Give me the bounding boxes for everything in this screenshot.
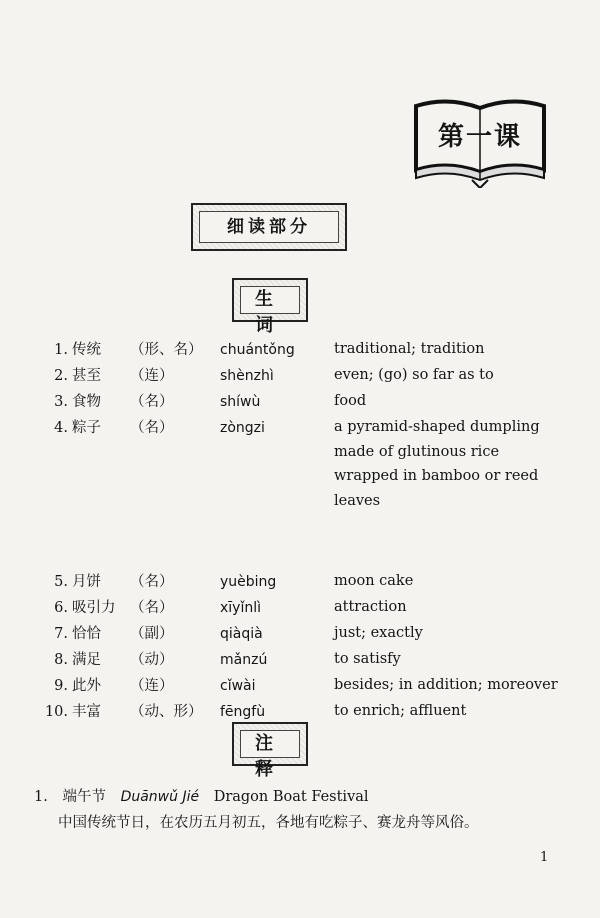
vocab-pos: （名） (130, 394, 174, 410)
vocab-pos: （连） (130, 368, 174, 384)
vocab-pinyin: xīyǐnlì (220, 600, 262, 616)
vocab-row (32, 415, 562, 569)
vocab-num: 10. (44, 704, 68, 720)
note-term: 端午节 (62, 789, 106, 805)
note-english: Dragon Boat Festival (213, 789, 369, 805)
notes-banner (232, 722, 308, 780)
vocab-row (32, 647, 562, 673)
vocab-pos: （动、形） (130, 704, 203, 720)
vocab-english: to enrich; affluent (334, 703, 467, 719)
vocab-pos: （连） (130, 678, 174, 694)
vocab-num: 4. (54, 420, 68, 436)
vocab-num: 2. (54, 368, 68, 384)
vocab-word: 月饼 (72, 574, 101, 590)
vocab-num: 1. (54, 342, 68, 358)
vocab-word: 吸引力 (72, 600, 116, 616)
section-title: 细读部分 (199, 211, 339, 243)
vocab-banner (232, 278, 308, 336)
vocab-pos: （名） (130, 600, 174, 616)
vocab-english: to satisfy (334, 651, 401, 667)
vocab-num: 9. (54, 678, 68, 694)
vocab-pinyin: qiàqià (220, 626, 263, 642)
vocab-pos: （名） (130, 574, 174, 590)
vocab-word: 食物 (72, 394, 101, 410)
vocab-english: moon cake (334, 573, 414, 589)
vocab-pos: （副） (130, 626, 174, 642)
vocab-word: 满足 (72, 652, 101, 668)
lesson-badge (412, 96, 548, 188)
page-number: 1 (540, 850, 549, 865)
vocab-pos: （动） (130, 652, 174, 668)
vocab-row (32, 569, 562, 595)
note-explanation: 中国传统节日，在农历五月初五，各地有吃粽子、赛龙舟等风俗。 (58, 815, 479, 831)
notes-title: 注 释 (240, 730, 300, 758)
vocab-word: 粽子 (72, 420, 101, 436)
vocab-pos: （形、名） (130, 342, 203, 358)
vocab-pinyin: zòngzi (220, 420, 265, 436)
vocab-pinyin: shènzhì (220, 368, 274, 384)
vocab-num: 8. (54, 652, 68, 668)
vocab-word: 传统 (72, 342, 101, 358)
vocab-english: attraction (334, 599, 407, 615)
vocab-word: 丰富 (72, 704, 101, 720)
vocab-pinyin: cǐwài (220, 678, 256, 694)
vocab-english: besides; in addition; moreover (334, 677, 558, 693)
vocab-row (32, 389, 562, 415)
vocab-num: 5. (54, 574, 68, 590)
vocab-english: traditional; tradition (334, 341, 485, 357)
lesson-title: 第一课 (437, 122, 522, 152)
note-heading (34, 784, 564, 810)
vocab-word: 甚至 (72, 368, 101, 384)
vocab-row (32, 595, 562, 621)
vocab-row (32, 337, 562, 363)
vocab-pos: （名） (130, 420, 174, 436)
vocab-title: 生 词 (240, 286, 300, 314)
vocab-pinyin: fēngfù (220, 704, 266, 720)
vocab-pinyin: shíwù (220, 394, 261, 410)
note-item (34, 784, 564, 836)
vocab-num: 7. (54, 626, 68, 642)
note-num: 1. (34, 789, 48, 805)
section-banner (191, 203, 347, 251)
vocab-pinyin: yuèbing (220, 574, 277, 590)
vocab-word: 恰恰 (72, 626, 101, 642)
vocab-english: just; exactly (334, 625, 423, 641)
vocab-row (32, 673, 562, 699)
vocab-row (32, 621, 562, 647)
vocab-num: 6. (54, 600, 68, 616)
note-pinyin: Duānwǔ Jié (120, 789, 200, 805)
vocab-list (32, 337, 562, 725)
vocab-word: 此外 (72, 678, 101, 694)
vocab-pinyin: chuántǒng (220, 342, 295, 358)
vocab-row (32, 363, 562, 389)
vocab-english: a pyramid-shaped dumpling made of glutinous rice wrapped in bamboo or reed leaves (334, 419, 540, 509)
vocab-english: even; (go) so far as to (334, 367, 494, 383)
vocab-english: food (334, 393, 367, 409)
vocab-num: 3. (54, 394, 68, 410)
vocab-pinyin: mǎnzú (220, 652, 268, 668)
